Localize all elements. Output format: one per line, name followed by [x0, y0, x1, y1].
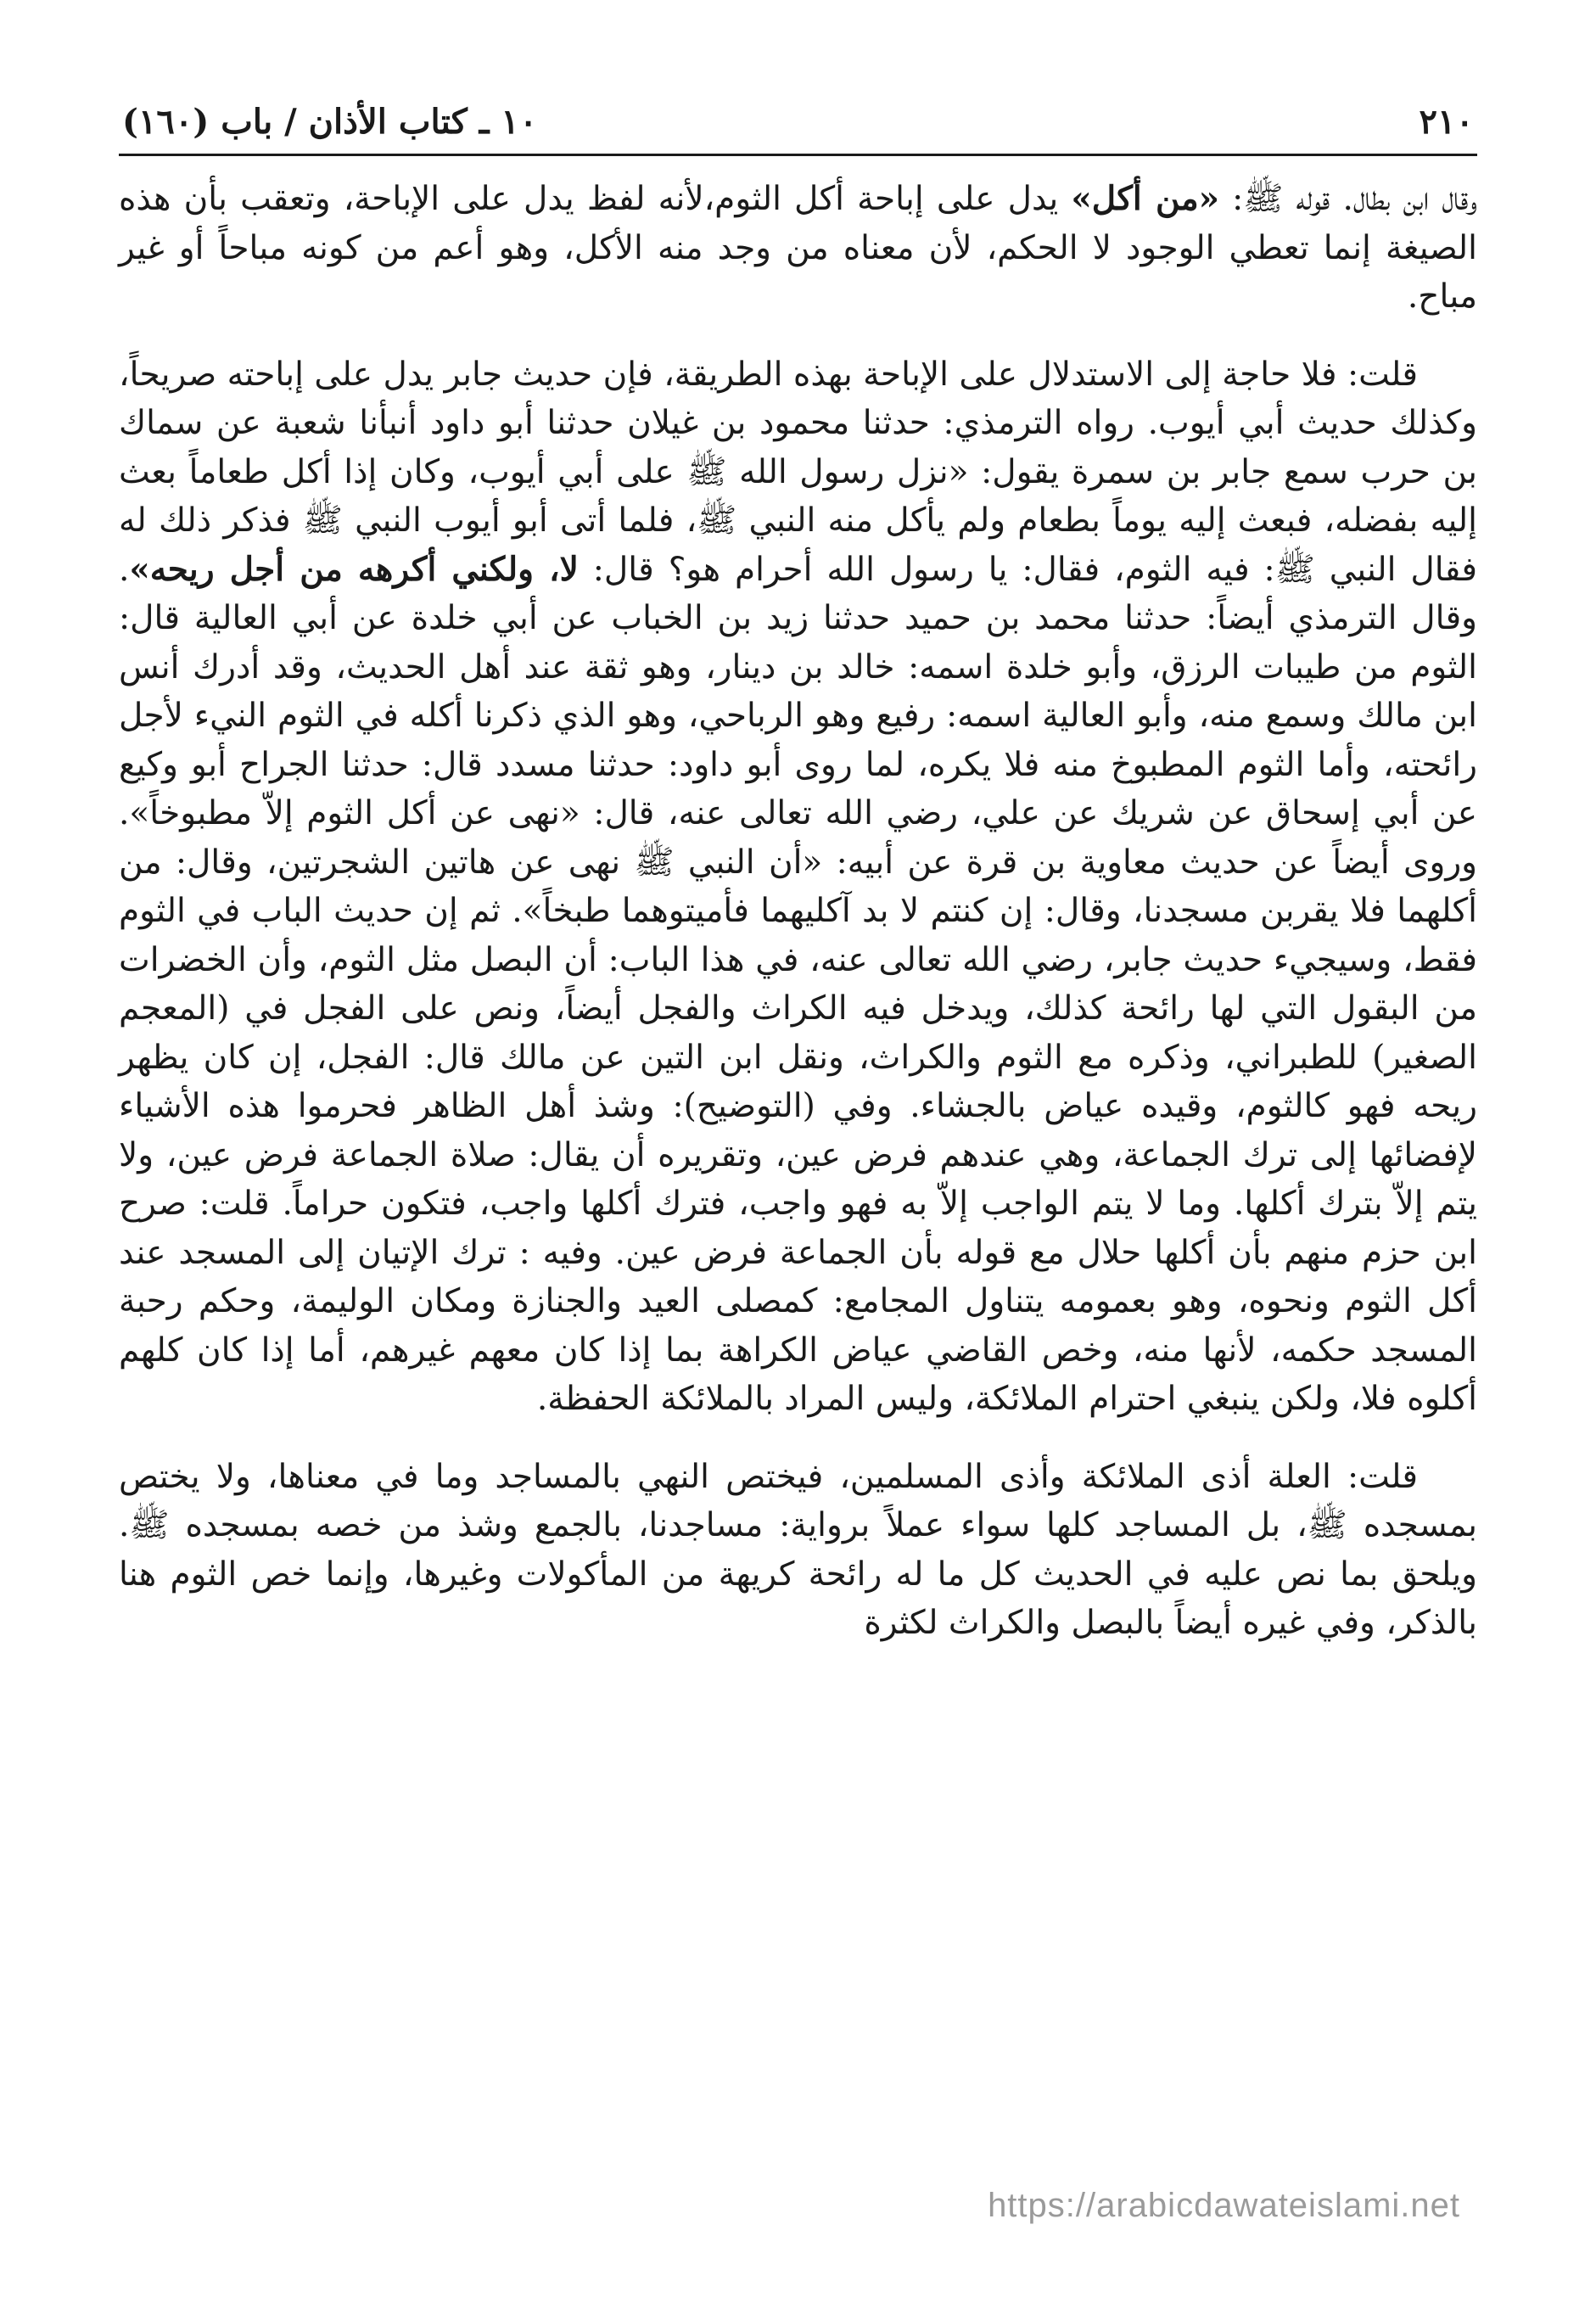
watermark-url: https://arabicdawateislami.net: [988, 2187, 1460, 2224]
paragraph-1: [119, 175, 1477, 322]
page-header: [119, 102, 1477, 156]
text-segment: قلت: العلة أذى الملائكة وأذى المسلمين، فيختص النهي بالمساجد وما في معناها، ولا يختص بمسجده ﷺ، بل المساجد كلها سواء عملاً برواية: مساجدنا، بالجمع وشذ من خصه بمسجده ﷺ. ويلحق بما نص عليه في الحديث كل ما له رائحة كريهة من المأكولات وغيرها، وإنما خص الثوم هنا بالذكر، وفي غيره أيضاً بالبصل والكراث لكثرة: [119, 1457, 1477, 1642]
body-text: [119, 175, 1477, 1648]
text-segment: . وقال الترمذي أيضاً: حدثنا محمد بن حميد حدثنا زيد بن الخباب عن أبي خلدة عن أبي العالية قال: الثوم من طيبات الرزق، وأبو خلدة اسمه: خالد بن دينار، وهو ثقة عند أهل الحديث، وقد أدرك أنس ابن مالك وسمع منه، وأبو العالية اسمه: رفيع وهو الرباحي، وهو الذي ذكرنا أكله في الثوم النيء لأجل رائحته، وأما الثوم المطبوخ منه فلا يكره، لما روى أبو داود: حدثنا مسدد قال: حدثنا الجراح أبو وكيع عن أبي إسحاق عن شريك عن علي، رضي الله تعالى عنه، قال: «نهى عن أكل الثوم إلاّ مطبوخاً». وروى أيضاً عن حديث معاوية بن قرة عن أبيه: «أن النبي ﷺ نهى عن هاتين الشجرتين، وقال: من أكلهما فلا يقربن مسجدنا، وقال: إن كنتم لا بد آكليهما فأميتوهما طبخاً». ثم إن حديث الباب في الثوم فقط، وسيجيء حديث جابر، رضي الله تعالى عنه، في هذا الباب: أن البصل مثل الثوم، وأن الخضرات من البقول التي لها رائحة كذلك، ويدخل فيه الكراث والفجل أيضاً، ونص على الفجل في (المعجم الصغير) للطبراني، وذكره مع الثوم والكراث، ونقل ابن التين عن مالك قال: الفجل، إن كان يظهر ريحه فهو كالثوم، وقيده عياض بالجشاء. وفي (التوضيح): وشذ أهل الظاهر فحرموا هذه الأشياء لإفضائها إلى ترك الجماعة، وهي عندهم فرض عين، وتقريره أن يقال: صلاة الجماعة فرض عين، ولا يتم إلاّ بترك أكلها. وما لا يتم الواجب إلاّ به فهو واجب، فترك أكلها واجب، فتكون حراماً. قلت: صرح ابن حزم منهم بأن أكلها حلال مع قوله بأن الجماعة فرض عين. وفيه : ترك الإتيان إلى المسجد عند أكل الثوم ونحوه، وهو بعمومه يتناول المجامع: كمصلى العيد والجنازة ومكان الوليمة، وحكم رحبة المسجد حكمه، لأنها منه، وخص القاضي عياض الكراهة بما إذا كان معهم غيرهم، أما إذا كان كلهم أكلوه فلا، ولكن ينبغي احترام الملائكة، وليس المراد بالملائكة الحفظة.: [119, 550, 1477, 1418]
running-title: ١٠ ـ كتاب الأذان / باب (١٦٠): [122, 102, 538, 142]
hadith-quote: «من أكل»: [1071, 179, 1219, 218]
book-page: [119, 102, 1477, 2252]
hadith-quote: لا، ولكني أكرهه من أجل ريحه»: [129, 549, 579, 589]
text-segment: قلت: فلا حاجة إلى الاستدلال على الإباحة بهذه الطريقة، فإن حديث جابر يدل على إباحته صريحاً، وكذلك حديث أبي أيوب. رواه الترمذي: حدثنا محمود بن غيلان حدثنا أبو داود أنبأنا شعبة عن سماك بن حرب سمع جابر بن سمرة يقول: «نزل رسول الله ﷺ على أبي أيوب، وكان إذا أكل طعاماً بعث إليه بفضله، فبعث إليه يوماً بطعام ولم يأكل منه النبي ﷺ، فلما أتى أبو أيوب النبي ﷺ فذكر ذلك له فقال النبي ﷺ: فيه الثوم، فقال: يا رسول الله أحرام هو؟ قال:: [119, 355, 1477, 589]
paragraph-3: [119, 1453, 1477, 1648]
page-number: ٢١٠: [1419, 102, 1474, 142]
paragraph-2: [119, 350, 1477, 1424]
text-segment: يدل على إباحة أكل الثوم،لأنه لفظ يدل على الإباحة، وتعقب بأن هذه الصيغة إنما تعطي الوجود لا الحكم، لأن معناه من وجد منه الأكل، وهو أعم من كونه مباحاً أو غير مباح.: [119, 180, 1477, 316]
text-segment: وقال ابن بطال. قوله ﷺ:: [1218, 180, 1477, 218]
